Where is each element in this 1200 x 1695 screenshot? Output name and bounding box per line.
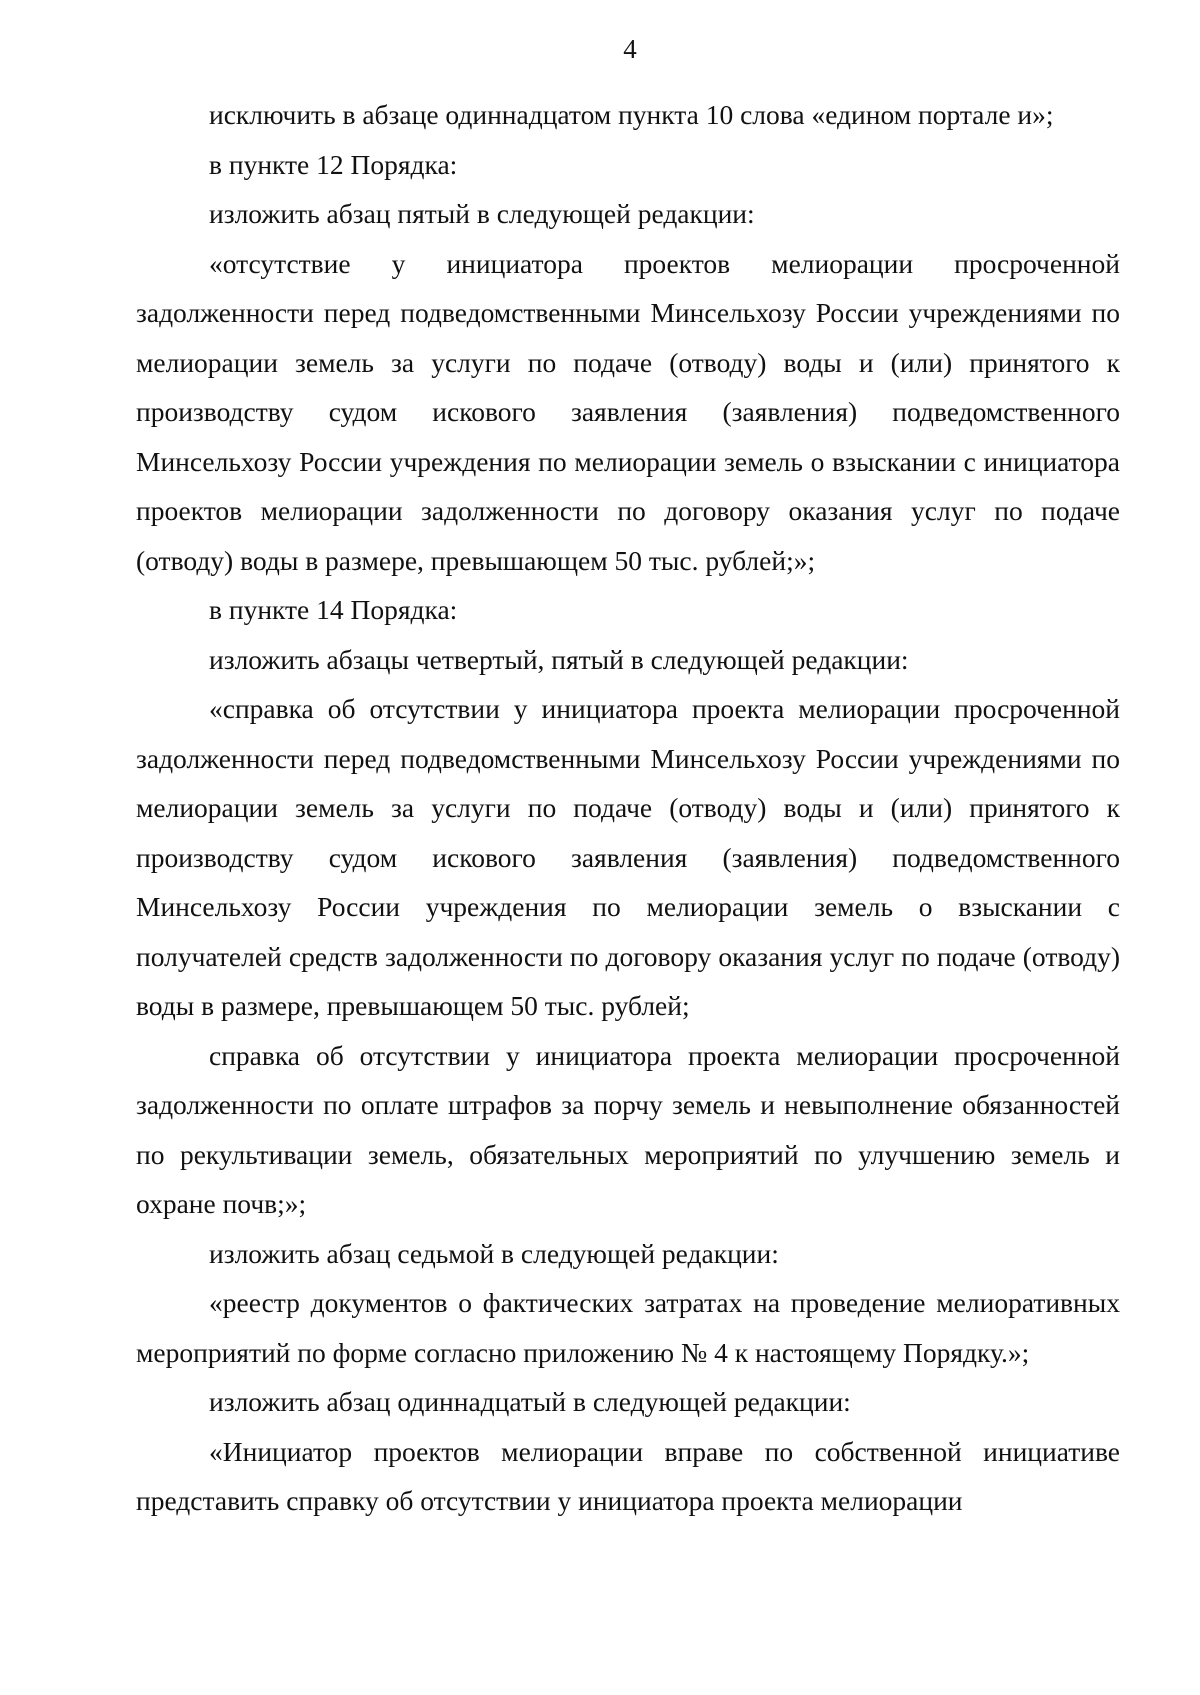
paragraph: изложить абзац пятый в следующей редакции:	[209, 198, 755, 229]
paragraph: «Инициатор проектов мелиорации вправе по собственной инициативе представить справку об отсутствии у инициатора проекта мелиорации	[136, 1435, 1120, 1516]
paragraph: справка об отсутствии у инициатора проекта мелиорации просроченной задолженности по оплате штрафов за порчу земель и невыполнение обязанностей по рекультивации земель, обязательных мероприятий по улучшению земель и охране почв;»;	[136, 1039, 1120, 1219]
paragraph: исключить в абзаце одиннадцатом пункта 10 слова «едином портале и»;	[209, 99, 1054, 130]
paragraph: «реестр документов о фактических затратах на проведение мелиоративных мероприятий по форме согласно приложению № 4 к настоящему Порядку.»;	[136, 1287, 1120, 1368]
paragraph: «отсутствие у инициатора проектов мелиорации просроченной задолженности перед подведомственными Минсельхозу России учреждениями по мелиорации земель за услуги по подаче (отводу) воды и (или) принятого к производству судом искового заявления (заявления) подведомственного Минсельхозу России учреждения по мелиорации земель о взыскании с инициатора проектов мелиорации задолженности по договору оказания услуг по подаче (отводу) воды в размере, превышающем 50 тыс. рублей;»;	[136, 247, 1120, 576]
paragraph: «справка об отсутствии у инициатора проекта мелиорации просроченной задолженности перед подведомственными Минсельхозу России учреждениями по мелиорации земель за услуги по подаче (отводу) воды и (или) принятого к производству судом искового заявления (заявления) подведомственного Минсельхозу России учреждения по мелиорации земель о взыскании с получателей средств задолженности по договору оказания услуг по подаче (отводу) воды в размере, превышающем 50 тыс. рублей;	[136, 693, 1120, 1021]
paragraph: изложить абзац седьмой в следующей редакции:	[209, 1237, 779, 1269]
paragraph: в пункте 14 Порядка:	[209, 594, 458, 625]
paragraph: в пункте 12 Порядка:	[209, 148, 458, 180]
document-body	[136, 90, 1120, 1526]
paragraph: изложить абзац одиннадцатый в следующей редакции:	[209, 1386, 851, 1417]
page-number: 4	[623, 34, 637, 64]
paragraph: изложить абзацы четвертый, пятый в следующей редакции:	[209, 643, 909, 675]
